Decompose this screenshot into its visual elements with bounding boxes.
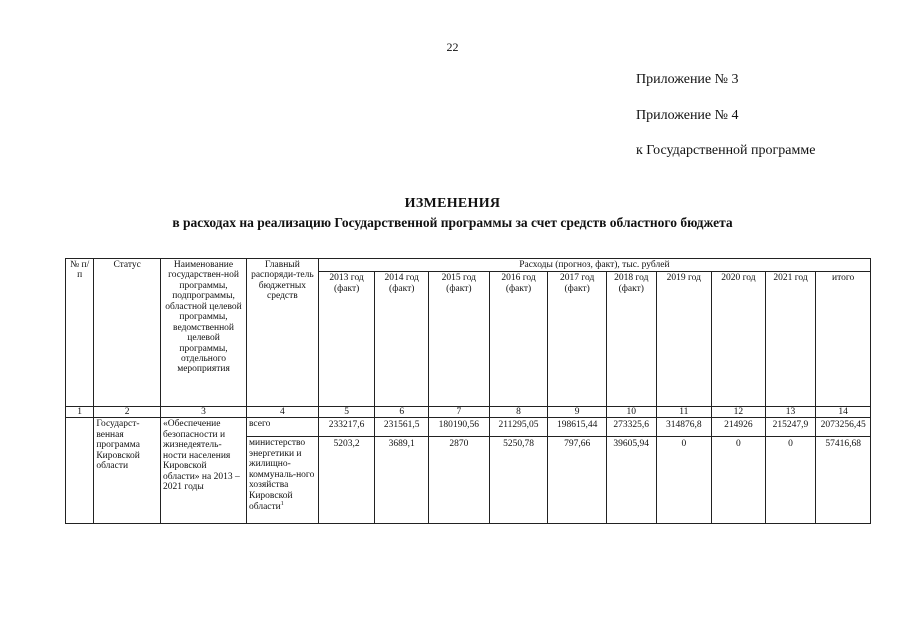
header-year: 2017 год (факт) <box>548 272 607 407</box>
data-row-total <box>66 418 871 437</box>
value-cell: 198615,44 <box>548 418 607 437</box>
header-year: 2020 год <box>712 272 766 407</box>
value-cell: 231561,5 <box>375 418 429 437</box>
value-cell: 2870 <box>429 437 490 524</box>
column-index: 5 <box>318 407 375 418</box>
header-year: 2014 год (факт) <box>375 272 429 407</box>
value-cell: 5250,78 <box>489 437 548 524</box>
column-index-row <box>66 407 871 418</box>
value-cell: 233217,6 <box>318 418 375 437</box>
header-year: 2013 год (факт) <box>318 272 375 407</box>
value-cell: 180190,56 <box>429 418 490 437</box>
header-year: 2021 год <box>765 272 816 407</box>
value-cell: 314876,8 <box>656 418 712 437</box>
ministry-name: министерство энергетики и жилищно-коммуналь-ного хозяйства Кировской области <box>249 438 315 513</box>
header-name: Наименование государствен-ной программы, подпрограммы, областной целевой программы, ведомственной целевой программы, отдельного мероприятия <box>161 259 247 407</box>
row-num <box>66 418 94 524</box>
value-cell: 0 <box>765 437 816 524</box>
value-cell: 0 <box>712 437 766 524</box>
column-index: 2 <box>94 407 161 418</box>
header-year: 2015 год (факт) <box>429 272 490 407</box>
header-year: 2016 год (факт) <box>489 272 548 407</box>
footnote-mark: 1 <box>280 501 284 508</box>
budget-changes-table <box>65 258 871 524</box>
row-manager-ministry <box>247 437 319 524</box>
column-index: 4 <box>247 407 319 418</box>
header-manager: Главный распоряди-тель бюджетных средств <box>247 259 319 407</box>
column-index: 10 <box>606 407 656 418</box>
column-index: 7 <box>429 407 490 418</box>
column-index: 12 <box>712 407 766 418</box>
document-subtitle: в расходах на реализацию Государственной программы за счет средств областного бюджета <box>172 215 733 230</box>
value-cell: 215247,9 <box>765 418 816 437</box>
value-cell: 211295,05 <box>489 418 548 437</box>
value-cell: 0 <box>656 437 712 524</box>
header-num: № п/п <box>66 259 94 407</box>
value-cell-total: 57416,68 <box>816 437 871 524</box>
appendix-3-label: Приложение № 3 <box>636 72 739 87</box>
column-index: 14 <box>816 407 871 418</box>
row-status: Государст-венная программа Кировской области <box>94 418 161 524</box>
value-cell: 39605,94 <box>606 437 656 524</box>
page-number: 22 <box>446 40 459 54</box>
column-index: 13 <box>765 407 816 418</box>
header-status: Статус <box>94 259 161 407</box>
column-index: 1 <box>66 407 94 418</box>
column-index: 11 <box>656 407 712 418</box>
appendix-4-label: Приложение № 4 <box>636 108 739 123</box>
header-year: 2018 год (факт) <box>606 272 656 407</box>
value-cell: 5203,2 <box>318 437 375 524</box>
header-year: 2019 год <box>656 272 712 407</box>
header-expenses: Расходы (прогноз, факт), тыс. рублей <box>318 259 870 272</box>
header-total: итого <box>816 272 871 407</box>
column-index: 9 <box>548 407 607 418</box>
column-index: 8 <box>489 407 548 418</box>
appendix-program-label: к Государственной программе <box>636 143 816 158</box>
column-index: 6 <box>375 407 429 418</box>
value-cell: 214926 <box>712 418 766 437</box>
document-title: ИЗМЕНЕНИЯ <box>404 196 501 211</box>
row-program-name: «Обеспечение безопасности и жизнедеятель-ности населения Кировской области» на 2013 – 2021 годы <box>161 418 247 524</box>
row-manager-total: всего <box>247 418 319 437</box>
value-cell: 3689,1 <box>375 437 429 524</box>
column-index: 3 <box>161 407 247 418</box>
value-cell: 273325,6 <box>606 418 656 437</box>
header-row-1 <box>66 259 871 272</box>
value-cell-total: 2073256,45 <box>816 418 871 437</box>
value-cell: 797,66 <box>548 437 607 524</box>
